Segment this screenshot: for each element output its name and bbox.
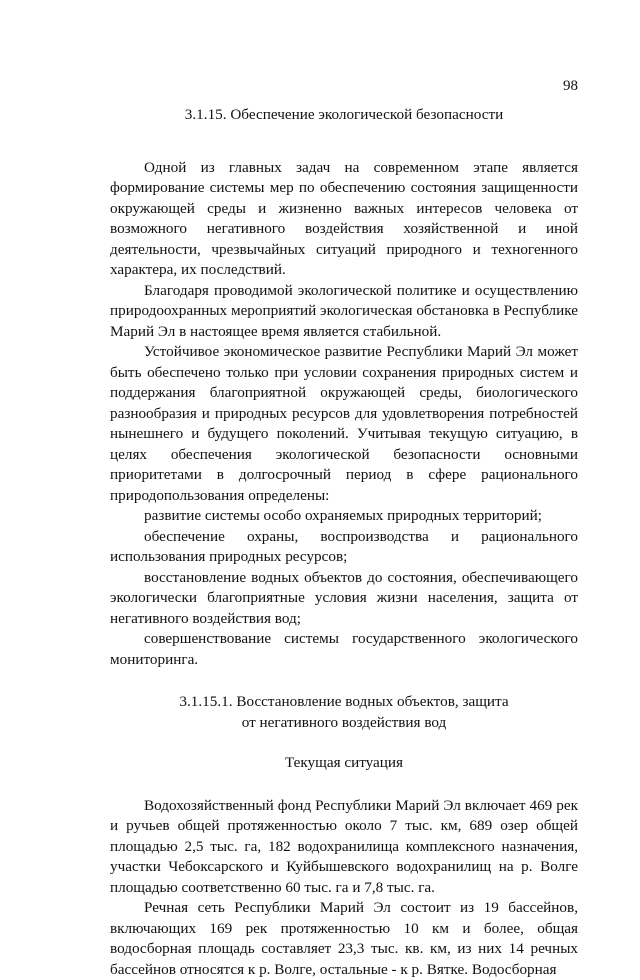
list-item: восстановление водных объектов до состояния, обеспечивающего экологически благоприятные условия жизни населения, защита от негативного воздействия вод; xyxy=(110,568,578,630)
subsection-title-line: от негативного воздействия вод xyxy=(110,713,578,734)
subsection-body xyxy=(110,796,578,980)
list-item: совершенствование системы государственного экологического мониторинга. xyxy=(110,629,578,670)
paragraph: Благодаря проводимой экологической политике и осуществлению природоохранных мероприятий экологическая обстановка в Республике Марий Эл в настоящее время является стабильной. xyxy=(110,281,578,343)
list-item: обеспечение охраны, воспроизводства и рационального использования природных ресурсов; xyxy=(110,527,578,568)
page-content xyxy=(110,105,578,980)
subsection-title-line: 3.1.15.1. Восстановление водных объектов, защита xyxy=(110,692,578,713)
page-number: 98 xyxy=(563,77,578,95)
paragraph: Речная сеть Республики Марий Эл состоит из 19 бассейнов, включающих 169 рек протяженностью 10 км и более, общая водосборная площадь составляет 23,3 тыс. кв. км, из них 14 речных бассейнов относятся к р. Волге, остальные - к р. Вятке. Водосборная xyxy=(110,898,578,980)
subsection-title xyxy=(110,692,578,733)
current-situation-title: Текущая ситуация xyxy=(110,753,578,774)
paragraph: Устойчивое экономическое развитие Республики Марий Эл может быть обеспечено только при условии сохранения природных систем и поддержания благоприятной окружающей среды, биологического разнообразия и природных ресурсов для удовлетворения потребностей нынешнего и будущего поколений. Учитывая текущую ситуацию, в целях обеспечения экологической безопасности основными приоритетами в долгосрочный период в сфере рационального природопользования определены: xyxy=(110,342,578,506)
section-title: 3.1.15. Обеспечение экологической безопасности xyxy=(110,105,578,126)
section-body xyxy=(110,158,578,671)
list-item: развитие системы особо охраняемых природных территорий; xyxy=(110,506,578,527)
paragraph: Одной из главных задач на современном этапе является формирование системы мер по обеспечению состояния защищенности окружающей среды и жизненно важных интересов человека от возможного негативного воздействия хозяйственной и иной деятельности, чрезвычайных ситуаций природного и техногенного характера, их последствий. xyxy=(110,158,578,281)
paragraph: Водохозяйственный фонд Республики Марий Эл включает 469 рек и ручьев общей протяженностью около 7 тыс. км, 689 озер общей площадью 2,5 тыс. га, 182 водохранилища комплексного назначения, участки Чебоксарского и Куйбышевского водохранилищ на р. Волге площадью соответственно 60 тыс. га и 7,8 тыс. га. xyxy=(110,796,578,899)
